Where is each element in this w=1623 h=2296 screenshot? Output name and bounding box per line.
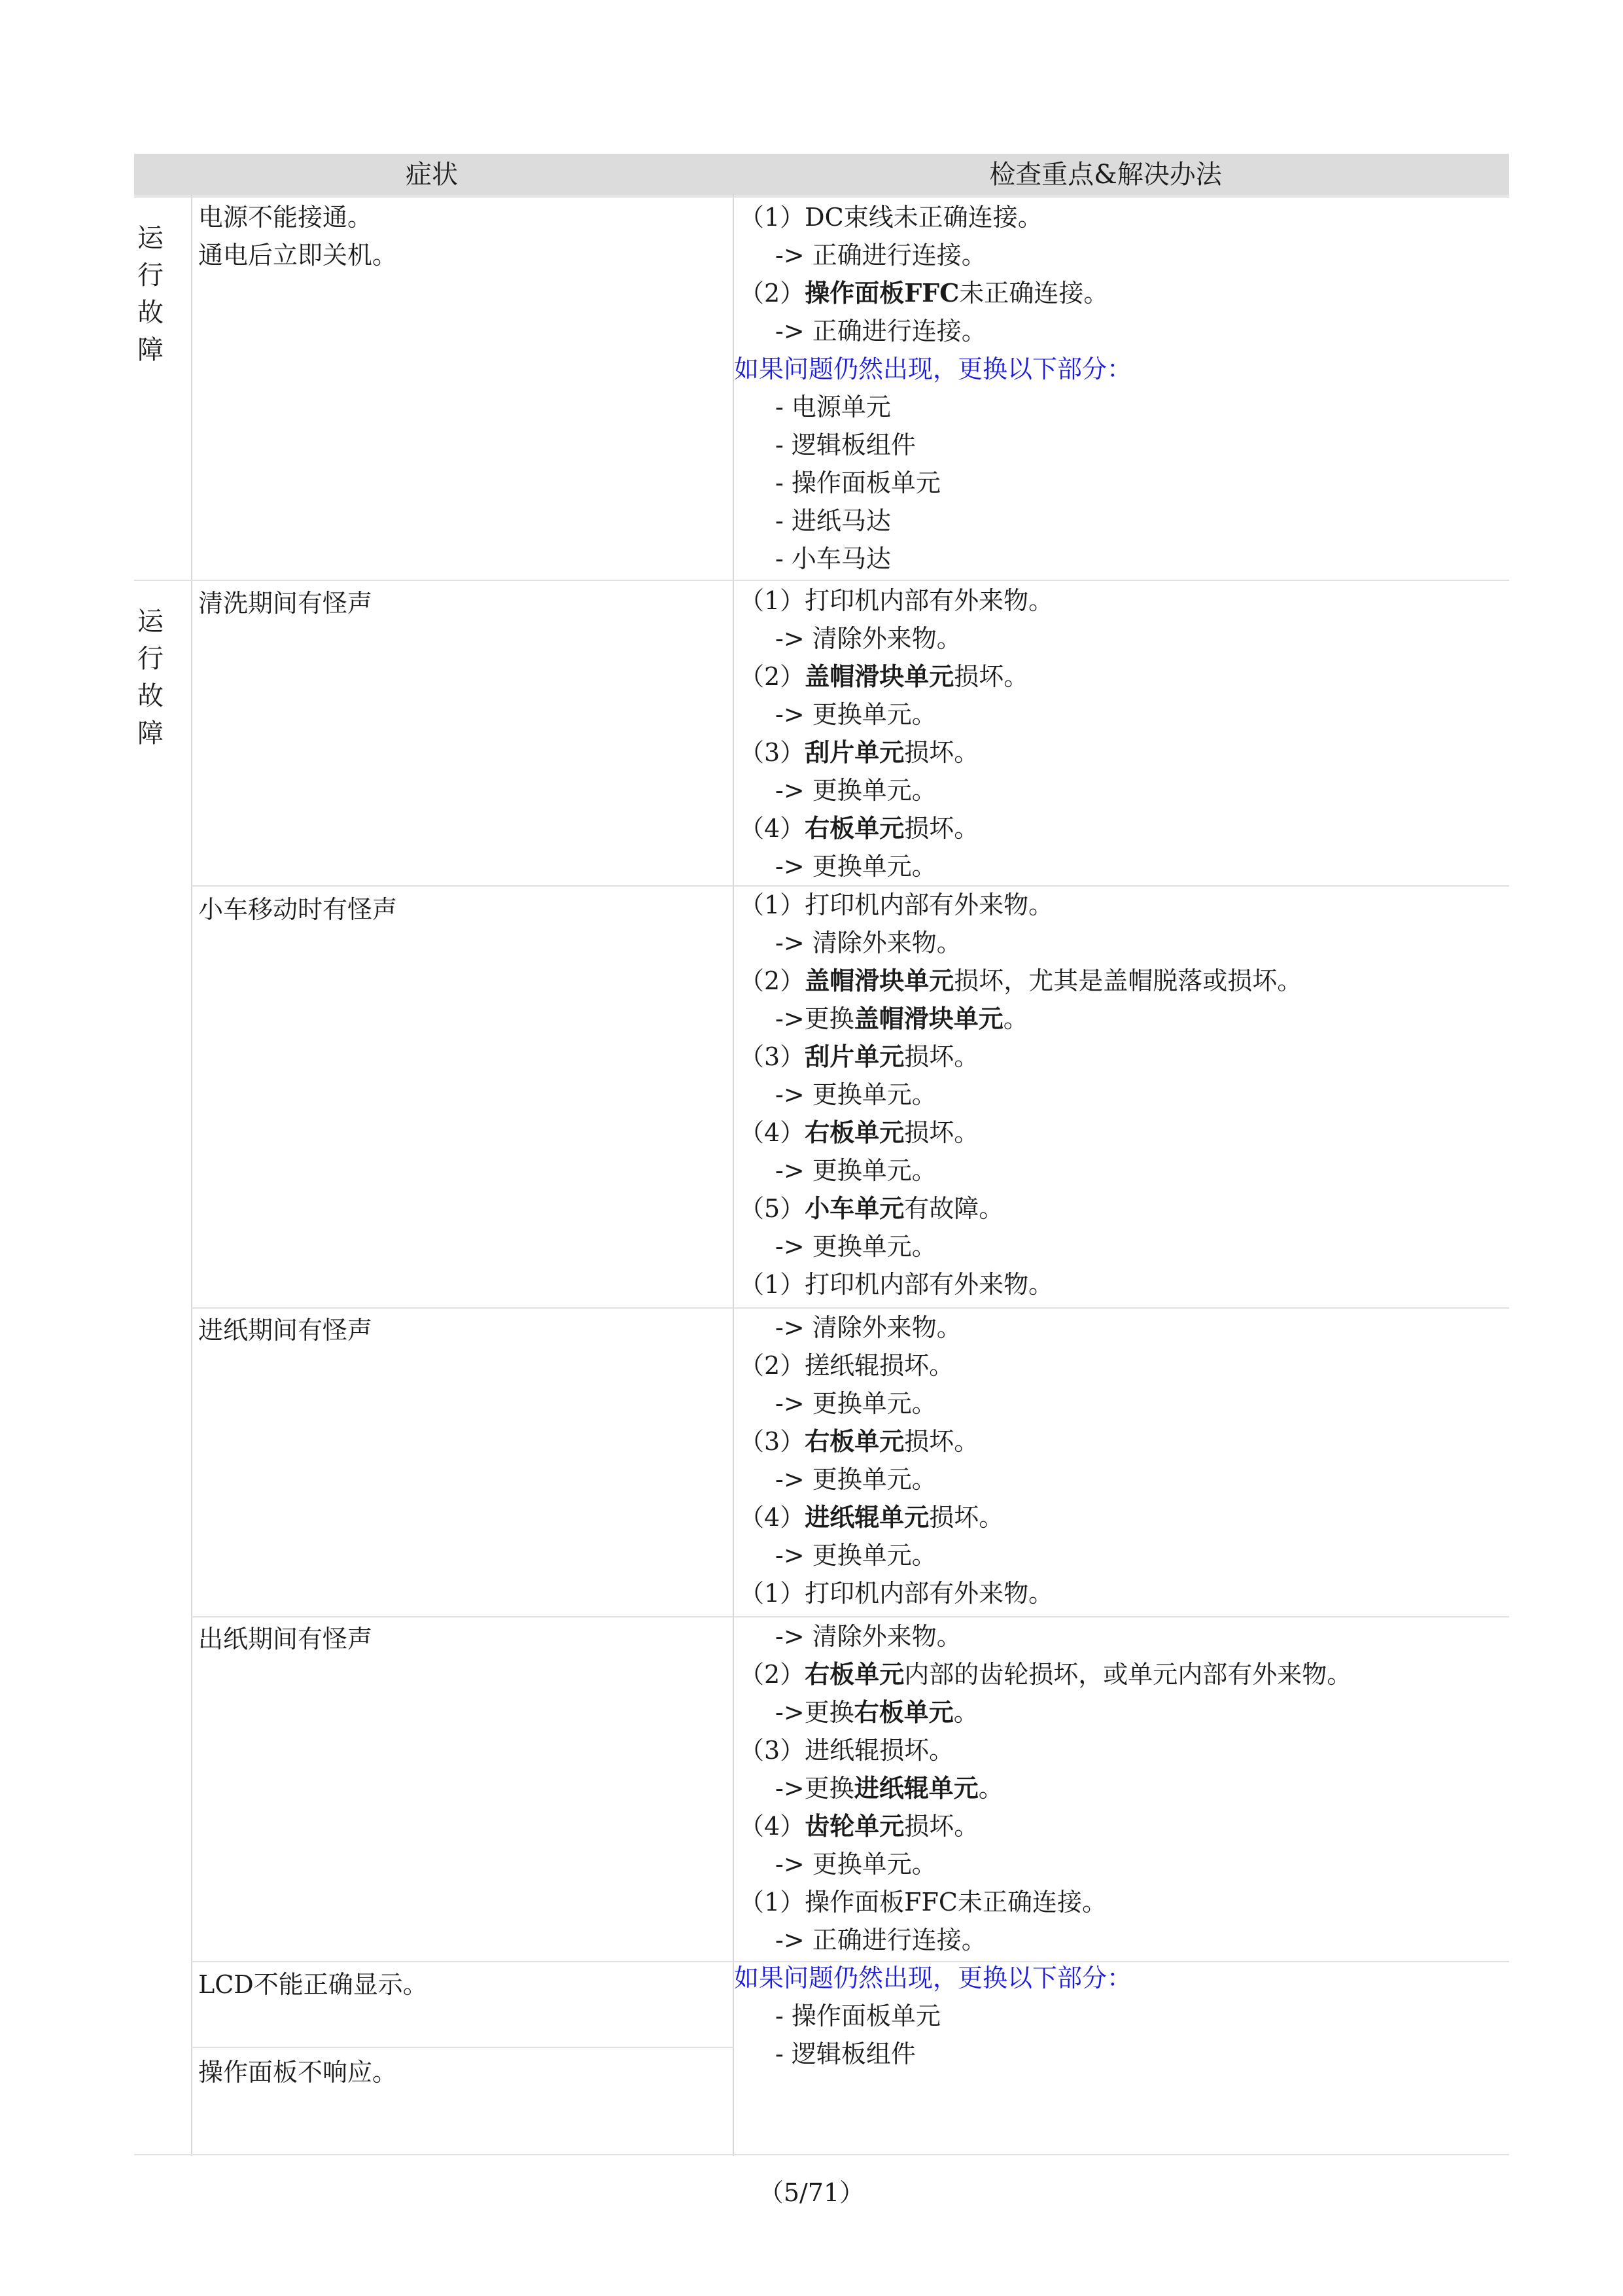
solution-line: -> 更换单元。 bbox=[775, 1232, 937, 1261]
category-label-2: 运 行 故 障 bbox=[137, 607, 164, 749]
solution-line: （4）右板单元损坏。 bbox=[739, 1118, 979, 1147]
replace-note: 如果问题仍然出现，更换以下部分： bbox=[734, 355, 1132, 383]
solution-line: -> 清除外来物。 bbox=[775, 624, 962, 653]
solution-line: （4）齿轮单元损坏。 bbox=[739, 1811, 979, 1841]
solution-line: -> 更换单元。 bbox=[775, 700, 937, 729]
solution-line: （5）小车单元有故障。 bbox=[739, 1193, 1004, 1223]
solution-line: （3）右板单元损坏。 bbox=[739, 1426, 979, 1456]
solution-line: -> 更换单元。 bbox=[775, 1541, 937, 1570]
solution-line: -> 更换单元。 bbox=[775, 776, 937, 805]
page-number: （5/71） bbox=[758, 2178, 865, 2207]
symptom-power-2: 通电后立即关机。 bbox=[198, 241, 398, 270]
solution-line: -> 更换单元。 bbox=[775, 1156, 937, 1185]
solution-line: ->更换进纸辊单元。 bbox=[775, 1773, 1003, 1803]
part-item: - 电源单元 bbox=[775, 393, 891, 421]
part-item: - 操作面板单元 bbox=[775, 468, 941, 497]
solution-line: （1）DC束线未正确连接。 bbox=[739, 203, 1043, 232]
solution-line: （2）盖帽滑块单元损坏。 bbox=[739, 662, 1029, 691]
category-label-1: 运 行 故 障 bbox=[137, 223, 164, 365]
solution-line: （1）操作面板FFC未正确连接。 bbox=[739, 1888, 1107, 1916]
solution-line: （2）右板单元内部的齿轮损坏，或单元内部有外来物。 bbox=[739, 1659, 1352, 1689]
grid-hline bbox=[134, 2154, 1509, 2155]
solution-line: -> 更换单元。 bbox=[775, 1465, 937, 1494]
header-symptom: 症状 bbox=[406, 160, 458, 190]
solution-line: （3）刮片单元损坏。 bbox=[739, 1042, 979, 1071]
solution-line: -> 更换单元。 bbox=[775, 852, 937, 881]
replace-note: 如果问题仍然出现，更换以下部分： bbox=[734, 1964, 1132, 1992]
solution-line: （1）打印机内部有外来物。 bbox=[739, 1270, 1054, 1299]
solution-line: ->更换盖帽滑块单元。 bbox=[775, 1004, 1028, 1033]
grid-hline bbox=[134, 580, 1509, 581]
solution-line: -> 正确进行连接。 bbox=[775, 241, 986, 270]
solution-line: -> 清除外来物。 bbox=[775, 928, 962, 957]
symptom-panel: 操作面板不响应。 bbox=[198, 2058, 398, 2087]
solution-line: （1）打印机内部有外来物。 bbox=[739, 586, 1054, 615]
solution-line: （4）进纸辊单元损坏。 bbox=[739, 1502, 1004, 1532]
solution-line: （3）进纸辊损坏。 bbox=[739, 1736, 954, 1765]
solution-line: （4）右板单元损坏。 bbox=[739, 813, 979, 843]
part-item: - 逻辑板组件 bbox=[775, 2040, 916, 2068]
symptom-eject-noise: 出纸期间有怪声 bbox=[198, 1625, 373, 1653]
solution-line: -> 清除外来物。 bbox=[775, 1313, 962, 1342]
solution-line: -> 更换单元。 bbox=[775, 1389, 937, 1418]
grid-hline bbox=[191, 2047, 734, 2048]
solution-line: ->更换右板单元。 bbox=[775, 1697, 979, 1727]
part-item: - 逻辑板组件 bbox=[775, 431, 916, 459]
part-item: - 小车马达 bbox=[775, 544, 891, 573]
solution-line: -> 正确进行连接。 bbox=[775, 1926, 986, 1954]
solution-line: （1）打印机内部有外来物。 bbox=[739, 1579, 1054, 1608]
symptom-carriage-noise: 小车移动时有怪声 bbox=[198, 895, 398, 924]
symptom-power-1: 电源不能接通。 bbox=[198, 203, 373, 232]
solution-line: -> 清除外来物。 bbox=[775, 1622, 962, 1651]
solution-line: （2）操作面板FFC未正确连接。 bbox=[739, 278, 1109, 308]
symptom-cleaning-noise: 清洗期间有怪声 bbox=[198, 589, 373, 618]
symptom-feed-noise: 进纸期间有怪声 bbox=[198, 1316, 373, 1345]
solution-line: -> 更换单元。 bbox=[775, 1850, 937, 1879]
grid-hline bbox=[134, 196, 1509, 198]
solution-line: （2）搓纸辊损坏。 bbox=[739, 1351, 954, 1380]
solution-line: （1）打印机内部有外来物。 bbox=[739, 891, 1054, 919]
part-item: - 操作面板单元 bbox=[775, 2002, 941, 2030]
grid-vline-1 bbox=[191, 193, 192, 2156]
grid-vline-2 bbox=[733, 193, 734, 2156]
solution-line: （2）盖帽滑块单元损坏，尤其是盖帽脱落或损坏。 bbox=[739, 966, 1302, 995]
solution-line: （3）刮片单元损坏。 bbox=[739, 737, 979, 767]
symptom-lcd: LCD不能正确显示。 bbox=[198, 1970, 428, 1999]
header-solution: 检查重点&解决办法 bbox=[989, 160, 1222, 190]
part-item: - 进纸马达 bbox=[775, 506, 891, 535]
solution-line: -> 正确进行连接。 bbox=[775, 317, 986, 345]
solution-line: -> 更换单元。 bbox=[775, 1080, 937, 1109]
